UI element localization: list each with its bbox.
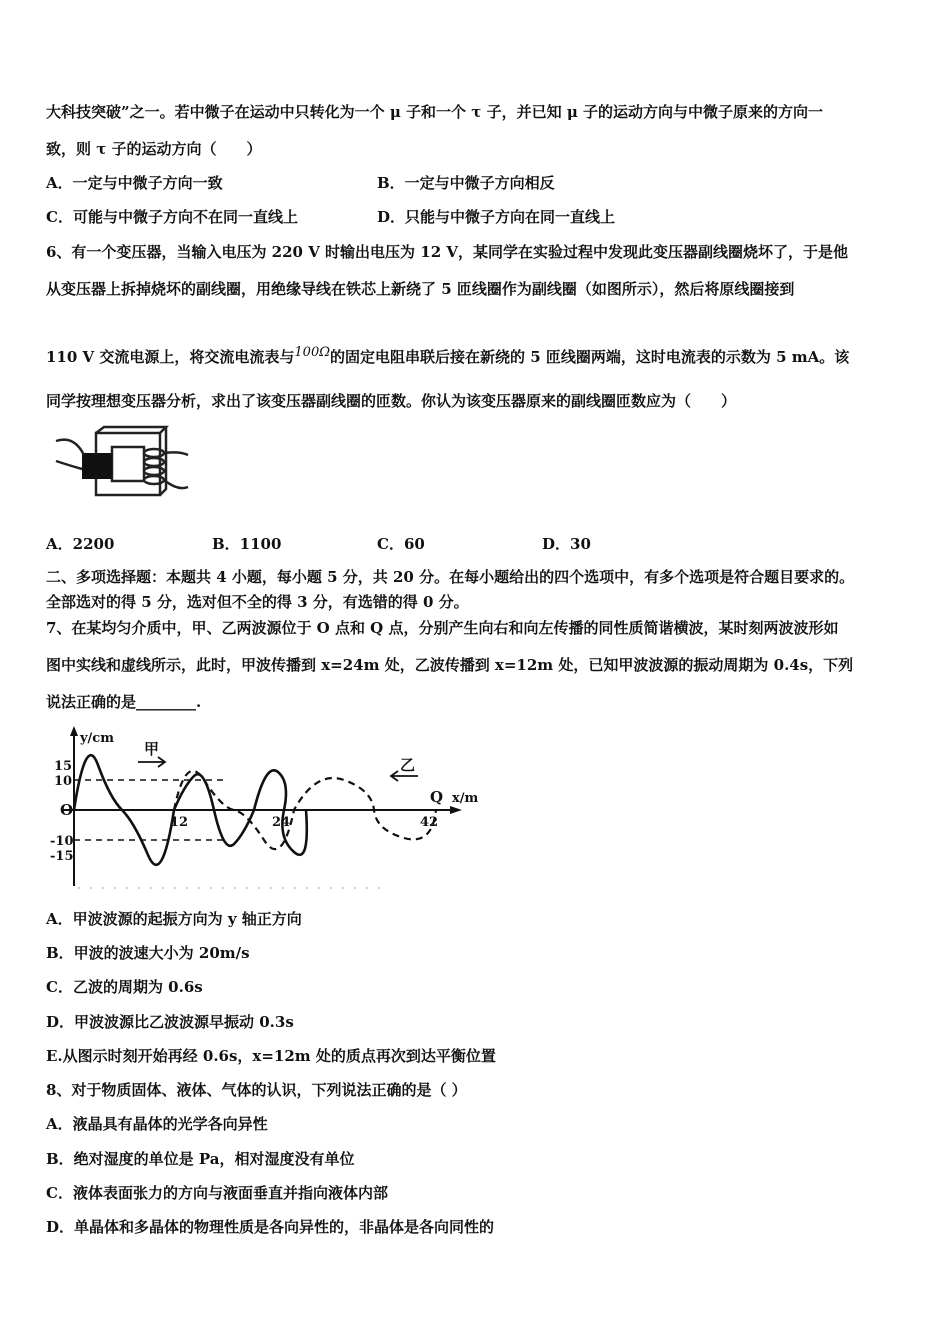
tick-24: 24 [272,815,291,830]
q7-option-e: E.从图示时刻开始再经 0.6s，x=12m 处的质点再次到达平衡位置 [46,1047,496,1065]
wave-a-label: 甲 [144,740,160,758]
q7-stem-line-2: 图中实线和虚线所示，此时，甲波传播到 x=24m 处，乙波传播到 x=12m 处，已知甲波波源的振动周期为 0.4s，下列 [46,656,854,674]
origin-label: O [60,801,74,819]
q6-stem-line-3 [46,343,849,367]
q5-option-d: D．只能与中微子方向在同一直线上 [377,208,616,226]
tick-minus-15: -15 [50,849,74,864]
q6-option-b: B．1100 [212,535,282,553]
q7-option-a: A．甲波波源的起振方向为 y 轴正方向 [46,910,302,928]
q5-option-a: A．一定与中微子方向一致 [46,174,223,192]
q8-option-b: B．绝对湿度的单位是 Pa，相对湿度没有单位 [46,1150,355,1168]
q7-option-c: C．乙波的周期为 0.6s [46,978,203,996]
q7-stem-line-1: 7、在某均匀介质中，甲、乙两波源位于 O 点和 Q 点，分别产生向右和向左传播的同性质简谐横波，某时刻两波波形如 [46,619,839,637]
q5-stem-line-1: 大科技突破”之一。若中微子在运动中只转化为一个 μ 子和一个 τ 子，并已知 μ 子的运动方向与中微子原来的方向一 [46,103,824,121]
q5-option-b: B．一定与中微子方向相反 [377,174,555,192]
x-axis-arrow [450,806,462,814]
transformer-figure [54,425,194,505]
resistor-value: 100Ω [294,345,330,360]
tick-minus-10: -10 [50,834,74,849]
y-axis-arrow [70,726,78,736]
tick-15: 15 [54,759,73,774]
tick-12: 12 [170,815,189,830]
primary-coil [56,440,112,479]
q7-option-b: B．甲波的波速大小为 20m/s [46,944,250,962]
q8-option-d: D．单晶体和多晶体的物理性质是各向异性的，非晶体是各向同性的 [46,1218,495,1236]
q5-option-c: C．可能与中微子方向不在同一直线上 [46,208,298,226]
section2-header-line-2: 全部选对的得 5 分，选对但不全的得 3 分，有选错的得 0 分。 [46,593,469,611]
q6-option-c: C．60 [377,535,425,553]
q6-stem-line-4: 同学按理想变压器分析，求出了该变压器副线圈的匝数。你认为该变压器原来的副线圈匝数应为（ ） [46,392,737,410]
q6-option-d: D．30 [542,535,591,553]
q7-stem-line-3: 说法正确的是________. [46,693,202,711]
section2-header-line-1: 二、多项选择题：本题共 4 小题，每小题 5 分，共 20 分。在每小题给出的四个选项中，有多个选项是符合题目要求的。 [46,568,855,586]
transformer-core-window [112,447,144,481]
q6-option-a: A．2200 [46,535,115,553]
q6-stem-line-1: 6、有一个变压器，当输入电压为 220 V 时输出电压为 12 V，某同学在实验过程中发现此变压器副线圈烧坏了，于是他 [46,243,849,261]
q8-option-a: A．液晶具有晶体的光学各向异性 [46,1115,268,1133]
wave-a-direction-arrow [138,757,165,767]
y-axis-label: y/cm [80,731,114,746]
wave-figure [44,722,484,894]
q5-stem-line-2: 致，则 τ 子的运动方向（ ） [46,140,262,158]
q8-option-c: C．液体表面张力的方向与液面垂直并指向液体内部 [46,1184,388,1202]
wave-b-label: 乙 [400,756,416,774]
point-q-label: Q [430,788,444,806]
tick-42: 42 [420,815,439,830]
q7-option-d: D．甲波波源比乙波波源早振动 0.3s [46,1013,294,1031]
q6-stem-line-3b: 的固定电阻串联后接在新绕的 5 匝线圈两端，这时电流表的示数为 5 mA。该 [330,348,850,366]
x-axis-label: x/m [452,791,479,806]
q6-stem-line-2: 从变压器上拆掉烧坏的副线圈，用绝缘导线在铁芯上新绕了 5 匝线圈作为副线圈（如图所示），然后将原线圈接到 [46,280,795,298]
q8-stem-line-1: 8、对于物质固体、液体、气体的认识，下列说法正确的是（ ） [46,1081,467,1099]
tick-10: 10 [54,774,73,789]
q6-stem-line-3a: 110 V 交流电源上，将交流电流表与 [46,348,295,366]
